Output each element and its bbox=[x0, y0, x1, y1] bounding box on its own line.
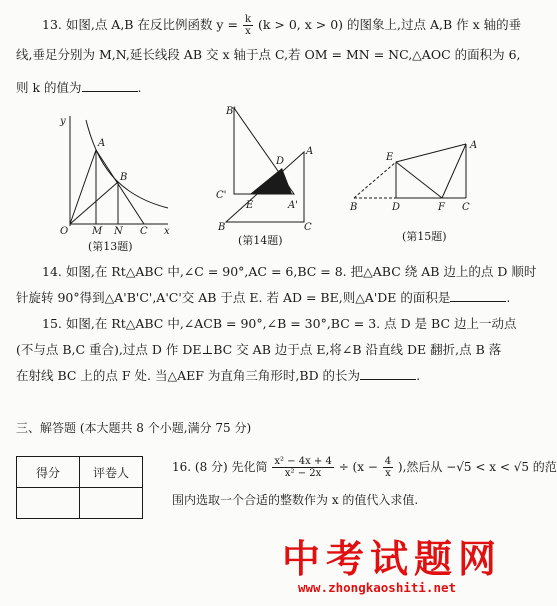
q13-frac-den: x bbox=[245, 26, 251, 37]
watermark-title: 中考试题网 bbox=[282, 537, 503, 581]
q15-line2: (不与点 B,C 重合),过点 D 作 DE⊥BC 交 AB 边于点 E,将∠B 沿直线 DE 翻折,点 B 落 bbox=[16, 342, 502, 357]
q13-line1-text: 13. 如图,点 A,B 在反比例函数 y = bbox=[42, 17, 238, 32]
figure-14 bbox=[212, 102, 312, 232]
q16-mid: ÷ (x − bbox=[338, 460, 378, 474]
score-table bbox=[16, 456, 143, 519]
q15-line3: 在射线 BC 上的点 F 处. 当△AEF 为直角三角形时,BD 的长为 . bbox=[16, 368, 421, 383]
q13-line1 bbox=[42, 14, 521, 37]
fig15-label-a: A bbox=[470, 140, 478, 151]
fig14-label-e: E bbox=[246, 200, 254, 211]
q14-line1: 14. 如图,在 Rt△ABC 中,∠C = 90°,AC = 6,BC = 8. 把△ABC 绕 AB 边上的点 D 顺时 bbox=[42, 264, 537, 279]
q16-prefix: 16. (8 分) 先化简 bbox=[172, 460, 268, 474]
q13-line3: 则 k 的值为 . bbox=[16, 80, 142, 95]
fig13-label-n: N bbox=[114, 226, 123, 237]
q14-line2: 针旋转 90°得到△A'B'C',A'C'交 AB 于点 E. 若 AD = BE,则△A'DE 的面积是 . bbox=[16, 290, 511, 305]
q16-frac1-num: x² − 4x + 4 bbox=[274, 456, 332, 467]
fig14-label-a-prime: A' bbox=[288, 200, 298, 211]
q16-frac1-den: x² − 2x bbox=[284, 468, 322, 479]
fig14-label-a: A bbox=[306, 146, 314, 157]
fig13-caption: (第13题) bbox=[88, 240, 133, 253]
fig13-label-b: B bbox=[120, 172, 128, 183]
score-table-cell-score bbox=[17, 488, 80, 519]
fig15-label-d: D bbox=[392, 202, 401, 213]
score-table-header-score: 得分 bbox=[17, 457, 80, 488]
fig14-label-c: C bbox=[304, 222, 312, 233]
fig14-caption: (第14题) bbox=[238, 234, 283, 247]
q15-line1: 15. 如图,在 Rt△ABC 中,∠ACB = 90°,∠B = 30°,BC = 3. 点 D 是 BC 边上一动点 bbox=[42, 316, 517, 331]
fig14-label-b-prime: B' bbox=[226, 106, 237, 117]
q15-answer-blank bbox=[360, 368, 416, 380]
fig13-label-a: A bbox=[98, 138, 106, 149]
section3-title: 三、解答题 (本大题共 8 个小题,满分 75 分) bbox=[16, 421, 252, 435]
q13-fraction bbox=[243, 14, 253, 37]
q15-line3-text: 在射线 BC 上的点 F 处. 当△AEF 为直角三角形时,BD 的长为 bbox=[16, 368, 361, 383]
q16-tail: ),然后从 −√5 < x < √5 的范 bbox=[397, 460, 557, 474]
fig15-label-e: E bbox=[386, 152, 394, 163]
figure-15 bbox=[346, 138, 496, 218]
q16-fraction-1 bbox=[272, 456, 334, 479]
q13-answer-blank bbox=[82, 80, 138, 92]
fig13-label-c: C bbox=[140, 226, 148, 237]
fig15-label-f: F bbox=[438, 202, 445, 213]
q13-frac-num: k bbox=[244, 14, 251, 25]
q16-line2: 围内选取一个合适的整数作为 x 的值代入求值. bbox=[172, 493, 419, 507]
q16-fraction-2 bbox=[383, 456, 393, 479]
fig13-label-m: M bbox=[92, 226, 103, 237]
q13-line3-text: 则 k 的值为 bbox=[16, 80, 82, 95]
score-table-header-grader: 评卷人 bbox=[80, 457, 143, 488]
fig14-label-d: D bbox=[276, 156, 285, 167]
figure-13 bbox=[56, 110, 176, 238]
fig13-label-o: O bbox=[60, 226, 69, 237]
q13-line1-tail: (k > 0, x > 0) 的图象上,过点 A,B 作 x 轴的垂 bbox=[257, 17, 522, 32]
fig13-label-y: y bbox=[60, 116, 66, 127]
fig15-caption: (第15题) bbox=[402, 230, 447, 243]
fig15-label-b: B bbox=[350, 202, 358, 213]
q16-line1 bbox=[172, 456, 557, 479]
q14-answer-blank bbox=[450, 290, 506, 302]
q14-line2-text: 针旋转 90°得到△A'B'C',A'C'交 AB 于点 E. 若 AD = BE,则△A'DE 的面积是 bbox=[16, 290, 451, 305]
q16-frac2-num: 4 bbox=[384, 456, 392, 467]
q16-frac2-den: x bbox=[385, 468, 391, 479]
watermark-url: www.zhongkaoshiti.net bbox=[298, 580, 457, 595]
q13-line2: 线,垂足分别为 M,N,延长线段 AB 交 x 轴于点 C,若 OM = MN = NC,△AOC 的面积为 6, bbox=[16, 47, 521, 62]
fig15-label-c: C bbox=[462, 202, 470, 213]
fig14-label-b: B bbox=[218, 222, 226, 233]
score-table-cell-grader bbox=[80, 488, 143, 519]
fig13-label-x: x bbox=[164, 226, 170, 237]
fig14-label-c-prime: C' bbox=[216, 190, 227, 201]
